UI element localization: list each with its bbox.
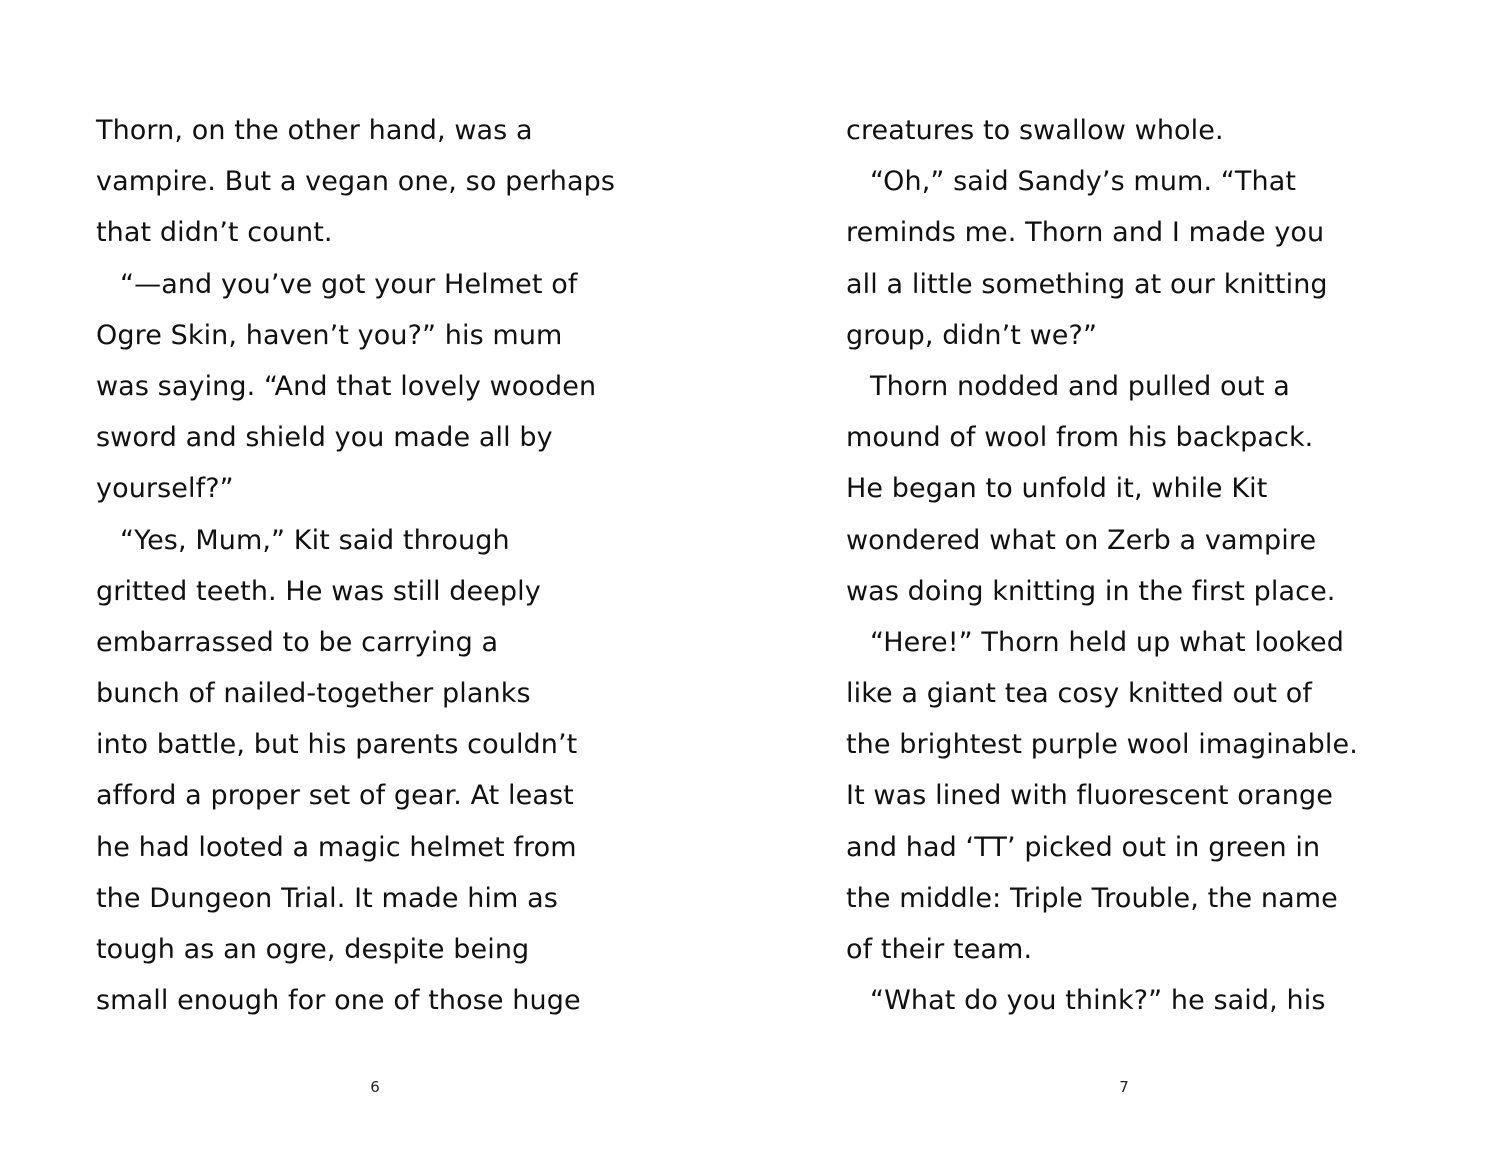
text-line: Thorn, on the other hand, was a: [96, 115, 533, 146]
text-line: It was lined with fluorescent orange: [846, 780, 1333, 812]
right-page-text: [846, 105, 1466, 1105]
text-line: small enough for one of those huge: [96, 985, 581, 1017]
text-line: embarrassed to be carrying a: [96, 626, 499, 658]
text-line: Thorn nodded and pulled out a: [870, 370, 1290, 402]
text-line: and had ‘TT’ picked out in green in: [846, 831, 1321, 863]
text-line: He began to unfold it, while Kit: [846, 473, 1268, 505]
page-number-right: 7: [1119, 1078, 1129, 1096]
text-line: gritted teeth. He was still deeply: [96, 575, 541, 607]
text-line: creatures to swallow whole.: [846, 115, 1224, 146]
text-line: reminds me. Thorn and I made you: [846, 217, 1325, 249]
text-line: wondered what on Zerb a vampire: [846, 524, 1317, 556]
text-line: “What do you think?” he said, his: [870, 985, 1326, 1017]
text-line: like a giant tea cosy knitted out of: [846, 678, 1312, 710]
text-line: into battle, but his parents couldn’t: [96, 729, 578, 761]
text-line: was doing knitting in the first place.: [846, 575, 1336, 607]
text-line: of their team.: [846, 934, 1033, 965]
page-number-left: 6: [370, 1078, 380, 1096]
text-line: “Yes, Mum,” Kit said through: [120, 524, 510, 556]
text-line: that didn’t count.: [96, 217, 333, 249]
text-line: group, didn’t we?”: [846, 319, 1098, 351]
text-line: yourself?”: [96, 473, 234, 505]
text-line: afford a proper set of gear. At least: [96, 780, 574, 812]
text-line: mound of wool from his backpack.: [846, 422, 1314, 454]
text-line: the middle: Triple Trouble, the name: [846, 882, 1338, 914]
text-line: the brightest purple wool imaginable.: [846, 729, 1358, 761]
text-line: vampire. But a vegan one, so perhaps: [96, 166, 616, 198]
text-line: the Dungeon Trial. It made him as: [96, 882, 558, 914]
text-line: “Here!” Thorn held up what looked: [870, 626, 1344, 658]
text-line: Ogre Skin, haven’t you?” his mum: [96, 319, 563, 351]
text-line: was saying. “And that lovely wooden: [96, 370, 597, 402]
text-line: “Oh,” said Sandy’s mum. “That: [870, 166, 1297, 198]
text-line: sword and shield you made all by: [96, 422, 553, 454]
text-line: all a little something at our knitting: [846, 268, 1328, 300]
text-line: tough as an ogre, despite being: [96, 934, 530, 965]
text-line: “—and you’ve got your Helmet of: [120, 268, 578, 300]
text-line: bunch of nailed-together planks: [96, 678, 531, 710]
text-line: he had looted a magic helmet from: [96, 831, 577, 863]
left-page-text: [96, 105, 736, 1105]
